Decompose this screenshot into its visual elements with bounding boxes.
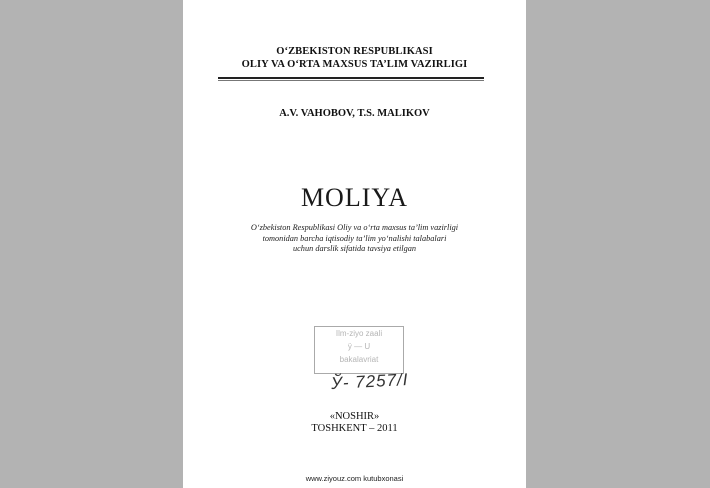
subtitle-line-2: tomonidan barcha iqtisodiy ta’lim yo‘nalishi talabalari bbox=[262, 233, 447, 243]
authors: A.V. VAHOBOV, T.S. MALIKOV bbox=[279, 108, 430, 119]
footer-watermark: www.ziyouz.com kutubxonasi bbox=[305, 474, 404, 483]
library-stamp bbox=[314, 326, 404, 374]
subtitle-line-1: O‘zbekiston Respublikasi Oliy va o‘rta maxsus ta’lim vazirligi bbox=[250, 223, 459, 232]
ministry-line-1: O‘ZBEKISTON RESPUBLIKASI bbox=[276, 46, 433, 57]
publisher-city-year: TOSHKENT – 2011 bbox=[311, 423, 398, 434]
ministry-heading bbox=[183, 45, 526, 71]
ministry-line-2: OLIY VA O‘RTA MAXSUS TA’LIM VAZIRLIGI bbox=[241, 59, 468, 70]
publisher-info bbox=[183, 411, 526, 435]
stamp-line-3: bakalavriat bbox=[339, 355, 379, 364]
subtitle-line-3: uchun darslik sifatida tavsiya etilgan bbox=[292, 244, 417, 253]
document-page bbox=[183, 0, 526, 488]
inventory-number: Ў- 7257/I bbox=[330, 369, 409, 394]
book-subtitle bbox=[183, 223, 526, 255]
stamp-line-2: ÿ — U bbox=[347, 342, 371, 351]
book-title: MOLIYA bbox=[300, 183, 409, 212]
heading-rule-divider bbox=[218, 77, 484, 81]
publisher-name: «NOSHIR» bbox=[329, 411, 380, 422]
stamp-line-1: Ilm-ziyo zaali bbox=[335, 329, 383, 338]
